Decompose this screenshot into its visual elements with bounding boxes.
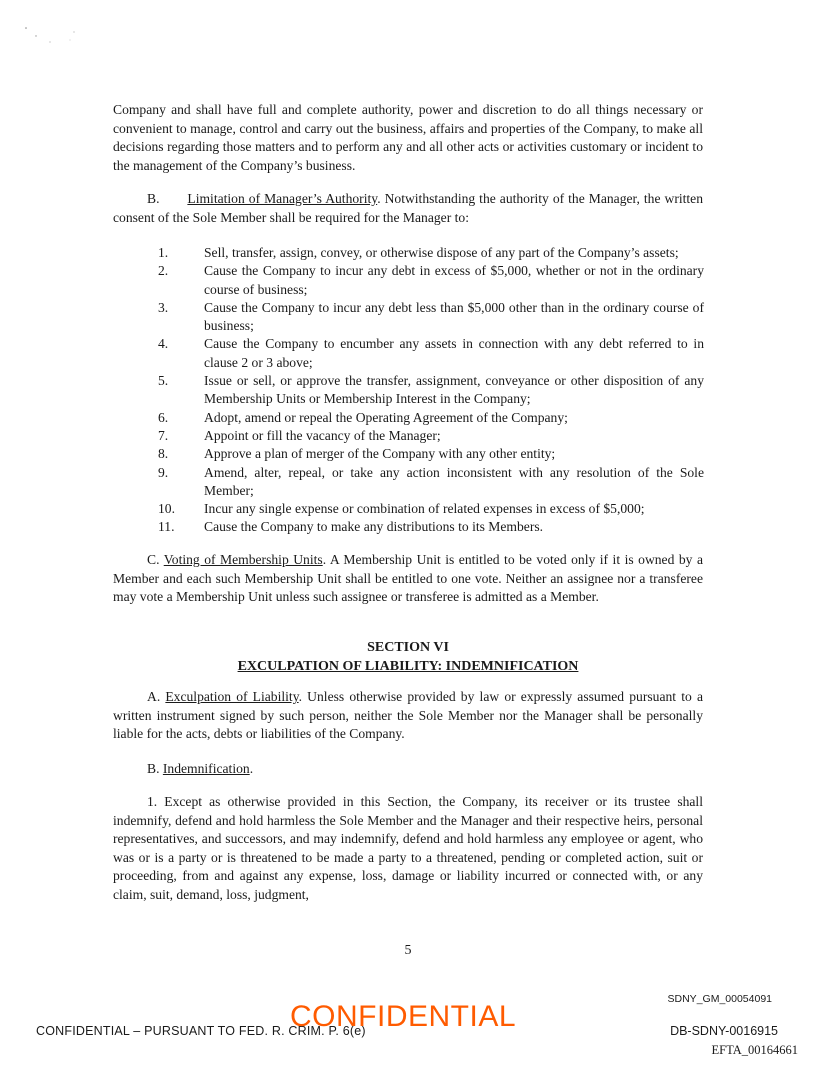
list-item-number: 1. [158,245,169,260]
paragraph-heading: Voting of Membership Units [163,552,323,567]
list-item [158,299,704,336]
confidential-stamp: CONFIDENTIAL [290,1000,517,1033]
list-item-text: Cause the Company to make any distributions to its Members. [204,519,544,535]
list-item [158,335,704,372]
list-item [158,262,704,299]
list-item-text: Adopt, amend or repeal the Operating Agreement of the Company; [204,409,568,425]
paragraph-text: . Unless otherwise provided by law or expressly assumed pursuant to a written instrument signed by such person, neither the Sole Member nor the Manager shall be personally liable for the acts, debts or liabilities of the Company. [113,689,703,741]
paragraph-indemnification: 1. Except as otherwise provided in this Section, the Company, its receiver or its trustee shall indemnify, defend and hold harmless the Sole Member and the Manager and their respective heirs, personal representatives, and successors, and may indemnify, defend and hold harmless any employee or agent, who was or is a party or is threatened to be made a party to a threatened, pending or completed action, suit or proceeding, from and against any expense, loss, damage or liability incurred or connected with, or any claim, suit, demand, loss, judgment, [113,794,703,902]
list-item-number: 7. [158,427,169,443]
list-item-number: 10. [158,501,175,517]
list-item-text: Cause the Company to incur any debt in excess of $5,000, whether or not in the ordinary course of business; [204,263,704,297]
list-item-text: Approve a plan of merger of the Company with any other entity; [204,446,556,462]
paragraph-authority: Company and shall have full and complete authority, power and discretion to do all things necessary or convenient to manage, control and carry out the business, affairs and properties of the Company, to make all decisions regarding those matters and to perform any and all other acts or activities customary or incident to the management of the Company’s business. [113,102,703,173]
page-number: 5 [404,943,412,958]
paragraph-label: A. [147,689,161,704]
list-item [158,409,704,427]
paragraph-label: C. [147,552,160,567]
list-item [158,445,704,463]
list-item [158,518,704,536]
list-item-text: Appoint or fill the vacancy of the Manager; [204,427,441,443]
list-item-number: 9. [158,464,169,480]
paragraph-text: . [249,761,254,776]
paragraph-heading: Limitation of Manager’s Authority [187,191,378,206]
list-item [158,372,704,409]
efta-number: EFTA_00164661 [711,1043,798,1057]
consent-list [158,244,704,537]
list-item [158,244,704,262]
section-title: SECTION VI [367,640,449,655]
list-item [158,500,704,518]
paragraph-indemnification-heading [113,760,703,779]
section-heading [113,638,703,676]
paragraph-text: . A Membership Unit is entitled to be voted only if it is owned by a Member and each such Membership Unit shall be entitled to one vote. Neither an assignee nor a transferee may vote a Membership Unit unless such assignee or transferee is admitted as a Member. [113,552,703,604]
list-item-number: 3. [158,299,169,315]
list-item-number: 8. [158,446,169,462]
list-item-number: 5. [158,373,169,389]
paragraph-label: B. [147,761,160,776]
list-item-text: Amend, alter, repeal, or take any action inconsistent with any resolution of the Sole Member; [204,464,704,498]
list-item-number: 2. [158,263,169,279]
list-item-text: Incur any single expense or combination of related expenses in excess of $5,000; [204,501,645,517]
list-item-text: Sell, transfer, assign, convey, or otherwise dispose of any part of the Company’s assets; [204,245,679,260]
paragraph-heading: Indemnification [162,761,250,776]
list-item-number: 11. [158,519,175,535]
confidential-footer: CONFIDENTIAL – PURSUANT TO FED. R. CRIM. P. 6(e) [36,1024,366,1038]
paragraph-voting [113,551,703,607]
paragraph-heading: Exculpation of Liability [165,689,299,704]
db-control-number: DB-SDNY-0016915 [670,1024,778,1038]
list-item-number: 4. [158,336,169,352]
scan-specks [22,18,82,48]
bates-number: SDNY_GM_00054091 [667,993,772,1005]
list-item-number: 6. [158,409,169,425]
list-item [158,427,704,445]
list-item-text: Issue or sell, or approve the transfer, assignment, conveyance or other disposition of any Membership Units or Membership Interest in the Company; [204,373,704,407]
paragraph-exculpation [113,688,703,744]
list-item [158,464,704,501]
paragraph-text: . Notwithstanding the authority of the Manager, the written consent of the Sole Member shall be required for the Manager to: [113,191,704,225]
paragraph-label: B. [147,191,160,206]
section-subtitle: EXCULPATION OF LIABILITY: INDEMNIFICATION [237,659,579,674]
list-item-text: Cause the Company to incur any debt less than $5,000 other than in the ordinary course of business; [204,299,704,334]
paragraph-limitation [113,190,703,227]
list-item-text: Cause the Company to encumber any assets in connection with any debt referred to in clause 2 or 3 above; [204,336,704,370]
